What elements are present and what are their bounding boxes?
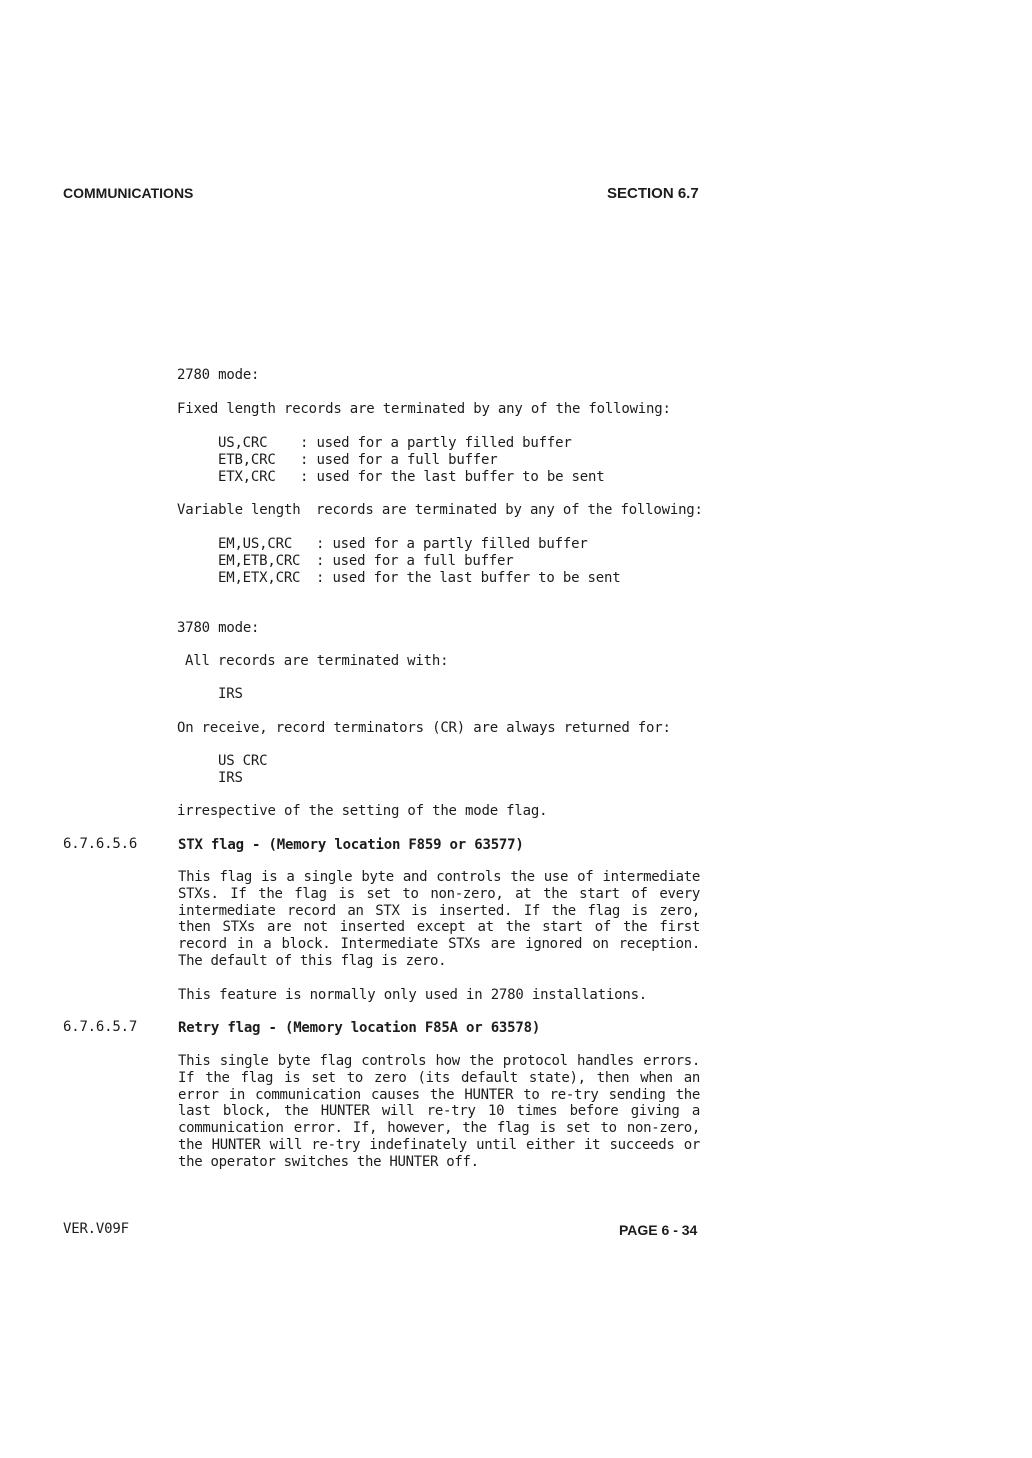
variable-length-intro-a: Variable length [177, 502, 301, 518]
mode-2780-heading: 2780 mode: [177, 367, 260, 383]
receive-intro: On receive, record terminators (CR) are always returned for: [177, 720, 671, 736]
terminator-code: EM,ETB,CRC [218, 553, 301, 569]
terminator-code: ETX,CRC [218, 469, 276, 485]
terminator-description: : used for the last buffer to be sent [316, 570, 621, 586]
footer-version: VER.V09F [63, 1221, 129, 1237]
section-title-retry: Retry flag - (Memory location F85A or 63578) [178, 1020, 541, 1036]
terminator-description: : used for a partly filled buffer [316, 536, 588, 552]
mode-3780-terminator: IRS [218, 686, 243, 702]
terminator-code: EM,US,CRC [218, 536, 293, 552]
fixed-length-intro: Fixed length records are terminated by any of the following: [177, 401, 671, 417]
mode-3780-heading: 3780 mode: [177, 620, 260, 636]
terminator-code: EM,ETX,CRC [218, 570, 301, 586]
mode-flag-note: irrespective of the setting of the mode flag. [177, 803, 548, 819]
terminator-description: : used for the last buffer to be sent [300, 469, 605, 485]
terminator-code: ETB,CRC [218, 452, 276, 468]
variable-length-intro-b: records are terminated by any of the following: [316, 502, 703, 518]
section-title-stx: STX flag - (Memory location F859 or 63577) [178, 837, 524, 853]
running-header-right: SECTION 6.7 [607, 185, 699, 202]
terminator-description: : used for a partly filled buffer [300, 435, 572, 451]
stx-usage-note: This feature is normally only used in 2780 installations. [178, 987, 648, 1003]
terminator-code: US,CRC [218, 435, 268, 451]
retry-description: This single byte flag controls how the protocol handles errors. If the flag is set to zero (its default state), then when an error in communication causes the HUNTER to re-try sending the last block, the HUNTER will re-try 10 times before giving a communication error. If, however, the flag is set to non-zero, the HUNTER will re-try indefinately until either it succeeds or the operator switches the HUNTER off. [178, 1053, 700, 1170]
receive-item: US CRC [218, 753, 268, 769]
running-header-left: COMMUNICATIONS [63, 185, 194, 201]
mode-3780-intro: All records are terminated with: [185, 653, 449, 669]
footer-page-number: PAGE 6 - 34 [619, 1222, 698, 1238]
section-number-retry: 6.7.6.5.7 [63, 1019, 138, 1035]
terminator-description: : used for a full buffer [300, 452, 498, 468]
terminator-description: : used for a full buffer [316, 553, 514, 569]
receive-item: IRS [218, 770, 243, 786]
stx-description: This flag is a single byte and controls the use of intermediate STXs. If the flag is set to non-zero, at the start of every intermediate record an STX is inserted. If the flag is zero, then STXs are not inserted except at the start of the first record in a block. Intermediate STXs are ignored on reception. The default of this flag is zero. [178, 869, 700, 969]
section-number-stx: 6.7.6.5.6 [63, 836, 138, 852]
